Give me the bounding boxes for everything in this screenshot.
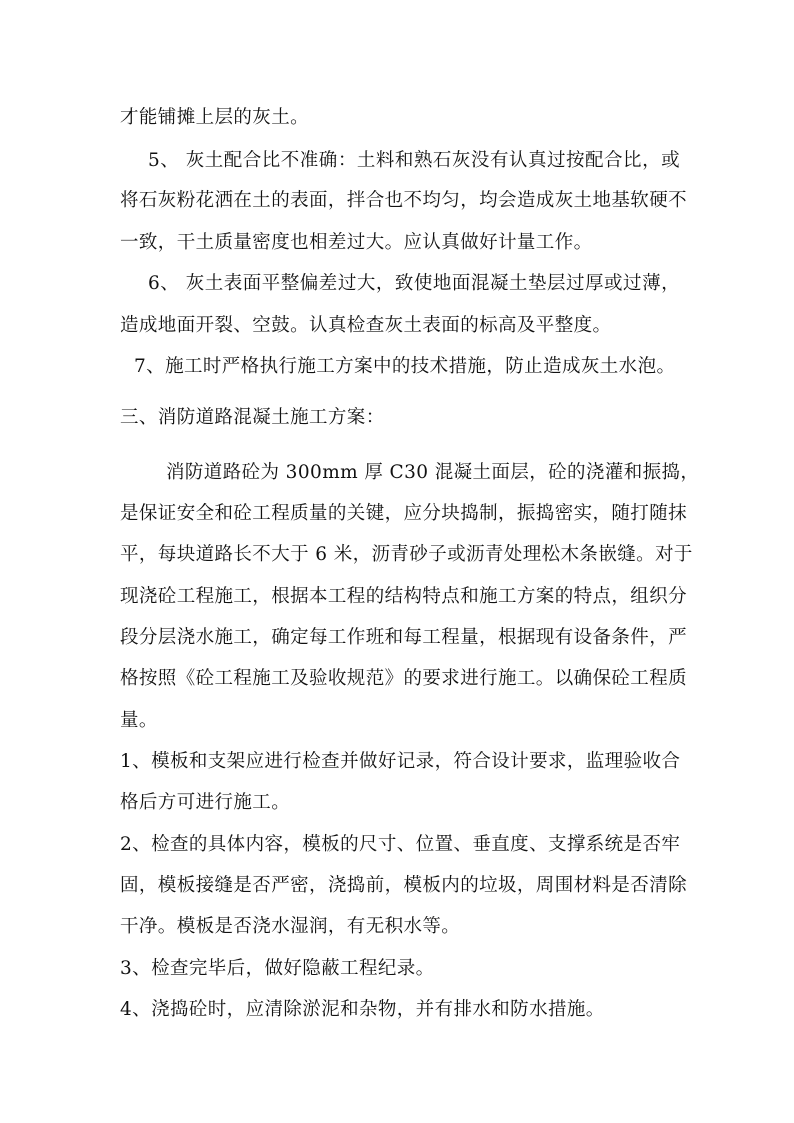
text-line: 5、 灰土配合比不准确：土料和熟石灰没有认真过按配合比，或	[148, 150, 680, 171]
text-line: 是保证安全和砼工程质量的关键，应分块捣制，振捣密实，随打随抹	[120, 503, 688, 524]
text-line: 平，每块道路长不大于 6 米，沥青砂子或沥青处理松木条嵌缝。对于	[120, 544, 693, 565]
text-line: 消防道路砼为 300mm 厚 C30 混凝土面层，砼的浇灌和振捣，	[166, 462, 700, 483]
text-line: 7、施工时严格执行施工方案中的技术措施，防止造成灰土水泡。	[134, 356, 676, 377]
text-line: 造成地面开裂、空鼓。认真检查灰土表面的标高及平整度。	[120, 315, 612, 336]
text-line: 格后方可进行施工。	[120, 792, 291, 813]
text-line: 固，模板接缝是否严密，浇捣前，模板内的垃圾，周围材料是否清除	[120, 875, 688, 896]
text-line: 一致，干土质量密度也相差过大。应认真做好计量工作。	[120, 232, 593, 253]
text-line: 干净。模板是否浇水湿润，有无积水等。	[120, 916, 461, 937]
text-line: 段分层浇水施工，确定每工作班和每工程量，根据现有设备条件，严	[120, 627, 688, 648]
text-line: 3、检查完毕后，做好隐蔽工程纪录。	[120, 958, 435, 979]
text-line: 4、浇捣砼时，应清除淤泥和杂物，并有排水和防水措施。	[120, 999, 605, 1020]
text-line: 量。	[120, 710, 158, 731]
text-line: 才能铺摊上层的灰土。	[120, 107, 310, 128]
text-line: 6、 灰土表面平整偏差过大，致使地面混凝土垫层过厚或过薄，	[148, 273, 680, 294]
text-line: 1、模板和支架应进行检查并做好记录，符合设计要求，监理验收合	[120, 751, 681, 772]
text-line: 将石灰粉花洒在土的表面，拌合也不均匀，均会造成灰土地基软硬不	[120, 190, 688, 211]
text-line: 现浇砼工程施工，根据本工程的结构特点和施工方案的特点，组织分	[120, 586, 688, 607]
text-line: 格按照《砼工程施工及验收规范》的要求进行施工。以确保砼工程质	[120, 668, 688, 689]
text-line: 2、检查的具体内容，模板的尺寸、位置、垂直度、支撑系统是否牢	[120, 834, 681, 855]
section-heading: 三、消防道路混凝土施工方案：	[120, 407, 385, 428]
